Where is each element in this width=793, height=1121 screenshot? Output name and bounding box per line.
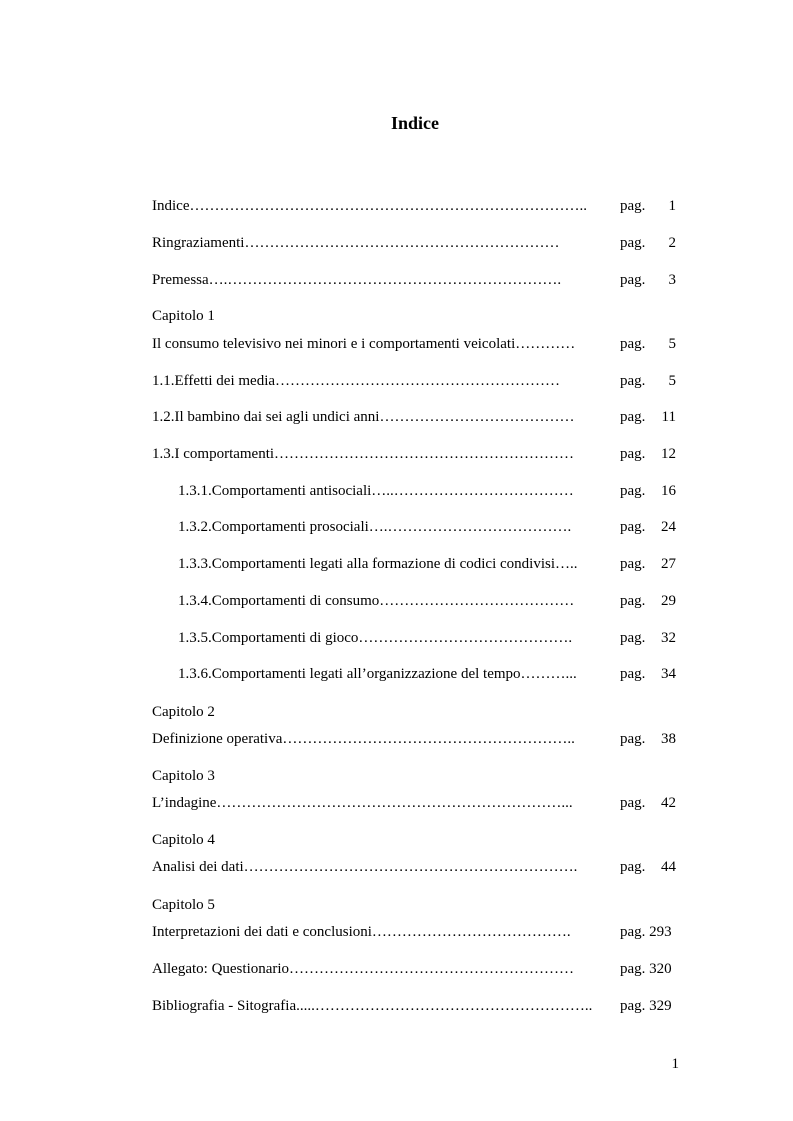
toc-page-number: 34 [661,666,676,682]
toc-page-label: pag. [620,235,646,251]
toc-entry-label: Il consumo televisivo nei minori e i comportamenti veicolati………… [152,336,576,352]
toc-entry-1-3-1[interactable] [152,481,676,501]
toc-page-label: pag. [620,630,646,646]
toc-entry-label: Definizione operativa………………………………………………….. [152,731,575,747]
toc-entry-1-3-2[interactable] [152,517,676,537]
toc-entry-chapter-3[interactable] [152,793,676,813]
toc-page-label: pag. [620,556,646,572]
toc-entry-chapter-2[interactable] [152,729,676,749]
toc-entry-indice[interactable] [152,196,676,216]
toc-entry-premessa[interactable] [152,270,676,290]
chapter-label: Capitolo 3 [152,768,215,784]
toc-entry-1-3-6[interactable] [152,664,676,684]
toc-entry-bibliografia[interactable] [152,996,676,1016]
toc-page-number: 42 [661,795,676,811]
toc-page-label: pag. [620,731,646,747]
toc-chapter-heading-3 [152,766,676,786]
toc-page-label: pag. [620,446,646,462]
toc-page-label: pag. 293 [620,924,672,940]
toc-entry-label: 1.3.6.Comportamenti legati all’organizzazione del tempo………... [178,666,577,682]
toc-entry-chapter-1[interactable] [152,334,676,354]
toc-entry-label: 1.3.2.Comportamenti prosociali….………………………………. [178,519,572,535]
toc-page-label: pag. [620,272,646,288]
toc-chapter-heading-2 [152,702,676,722]
toc-entry-label: L’indagine……………………………………………………………... [152,795,573,811]
toc-page-number: 44 [661,859,676,875]
toc-entry-label: Analisi dei dati…………………………………………………………. [152,859,578,875]
toc-page-number: 1 [668,198,676,214]
toc-page-label: pag. [620,666,646,682]
toc-page-label: pag. 320 [620,961,672,977]
toc-entry-label: 1.3.1.Comportamenti antisociali…..……………………………… [178,483,574,499]
toc-chapter-heading-1 [152,306,676,326]
toc-page-number: 11 [661,409,676,425]
toc-entry-1-3-5[interactable] [152,628,676,648]
toc-entry-allegato[interactable] [152,959,676,979]
chapter-label: Capitolo 2 [152,704,215,720]
toc-entry-label: Interpretazioni dei dati e conclusioni…………………………………. [152,924,571,940]
toc-page-number: 24 [661,519,676,535]
toc-entry-1-3-4[interactable] [152,591,676,611]
toc-chapter-heading-4 [152,830,676,850]
toc-entry-label: 1.3.I comportamenti…………………………………………………… [152,446,575,462]
toc-page-label: pag. [620,483,646,499]
toc-entry-chapter-5[interactable] [152,922,676,942]
toc-page-number: 5 [668,373,676,389]
toc-entry-chapter-4[interactable] [152,857,676,877]
toc-entry-1-3[interactable] [152,444,676,464]
toc-entry-label: Bibliografia - Sitografia.....……………………………………………….. [152,998,593,1014]
toc-page-label: pag. [620,795,646,811]
toc-page-label: pag. [620,373,646,389]
toc-page-number: 29 [661,593,676,609]
chapter-label: Capitolo 1 [152,308,215,324]
toc-page-number: 38 [661,731,676,747]
toc-entry-label: Premessa….…………………………………………………………. [152,272,562,288]
toc-chapter-heading-5 [152,895,676,915]
toc-page-number: 27 [661,556,676,572]
toc-entry-label: Allegato: Questionario………………………………………………… [152,961,575,977]
toc-entry-1-3-3[interactable] [152,554,676,574]
toc-entry-label: 1.3.4.Comportamenti di consumo………………………………… [178,593,575,609]
page-title: Indice [390,113,439,133]
toc-entry-label: Ringraziamenti……………………………………………………… [152,235,560,251]
toc-page-number: 32 [661,630,676,646]
toc-entry-label: 1.1.Effetti dei media………………………………………………… [152,373,561,389]
toc-page-number: 12 [661,446,676,462]
toc-entry-label: 1.3.5.Comportamenti di gioco……………………………………. [178,630,573,646]
toc-page-label: pag. [620,198,646,214]
toc-page-label: pag. [620,336,646,352]
toc-page-number: 2 [668,235,676,251]
toc-entry-label: 1.2.Il bambino dai sei agli undici anni………………………………… [152,409,575,425]
toc-page-label: pag. [620,859,646,875]
chapter-label: Capitolo 5 [152,897,215,913]
toc-page-label: pag. 329 [620,998,672,1014]
toc-page-number: 3 [668,272,676,288]
toc-page-label: pag. [620,593,646,609]
toc-entry-ringraziamenti[interactable] [152,233,676,253]
toc-entry-1-1[interactable] [152,371,676,391]
toc-entry-1-2[interactable] [152,407,676,427]
chapter-label: Capitolo 4 [152,832,215,848]
page-number: 1 [671,1056,679,1072]
toc-page-number: 5 [668,336,676,352]
toc-entry-label: Indice…………………………………………………………………….. [152,198,587,214]
toc-page-label: pag. [620,409,646,425]
toc-entry-label: 1.3.3.Comportamenti legati alla formazione di codici condivisi….. [178,556,578,572]
toc-page-label: pag. [620,519,646,535]
toc-page-number: 16 [661,483,676,499]
